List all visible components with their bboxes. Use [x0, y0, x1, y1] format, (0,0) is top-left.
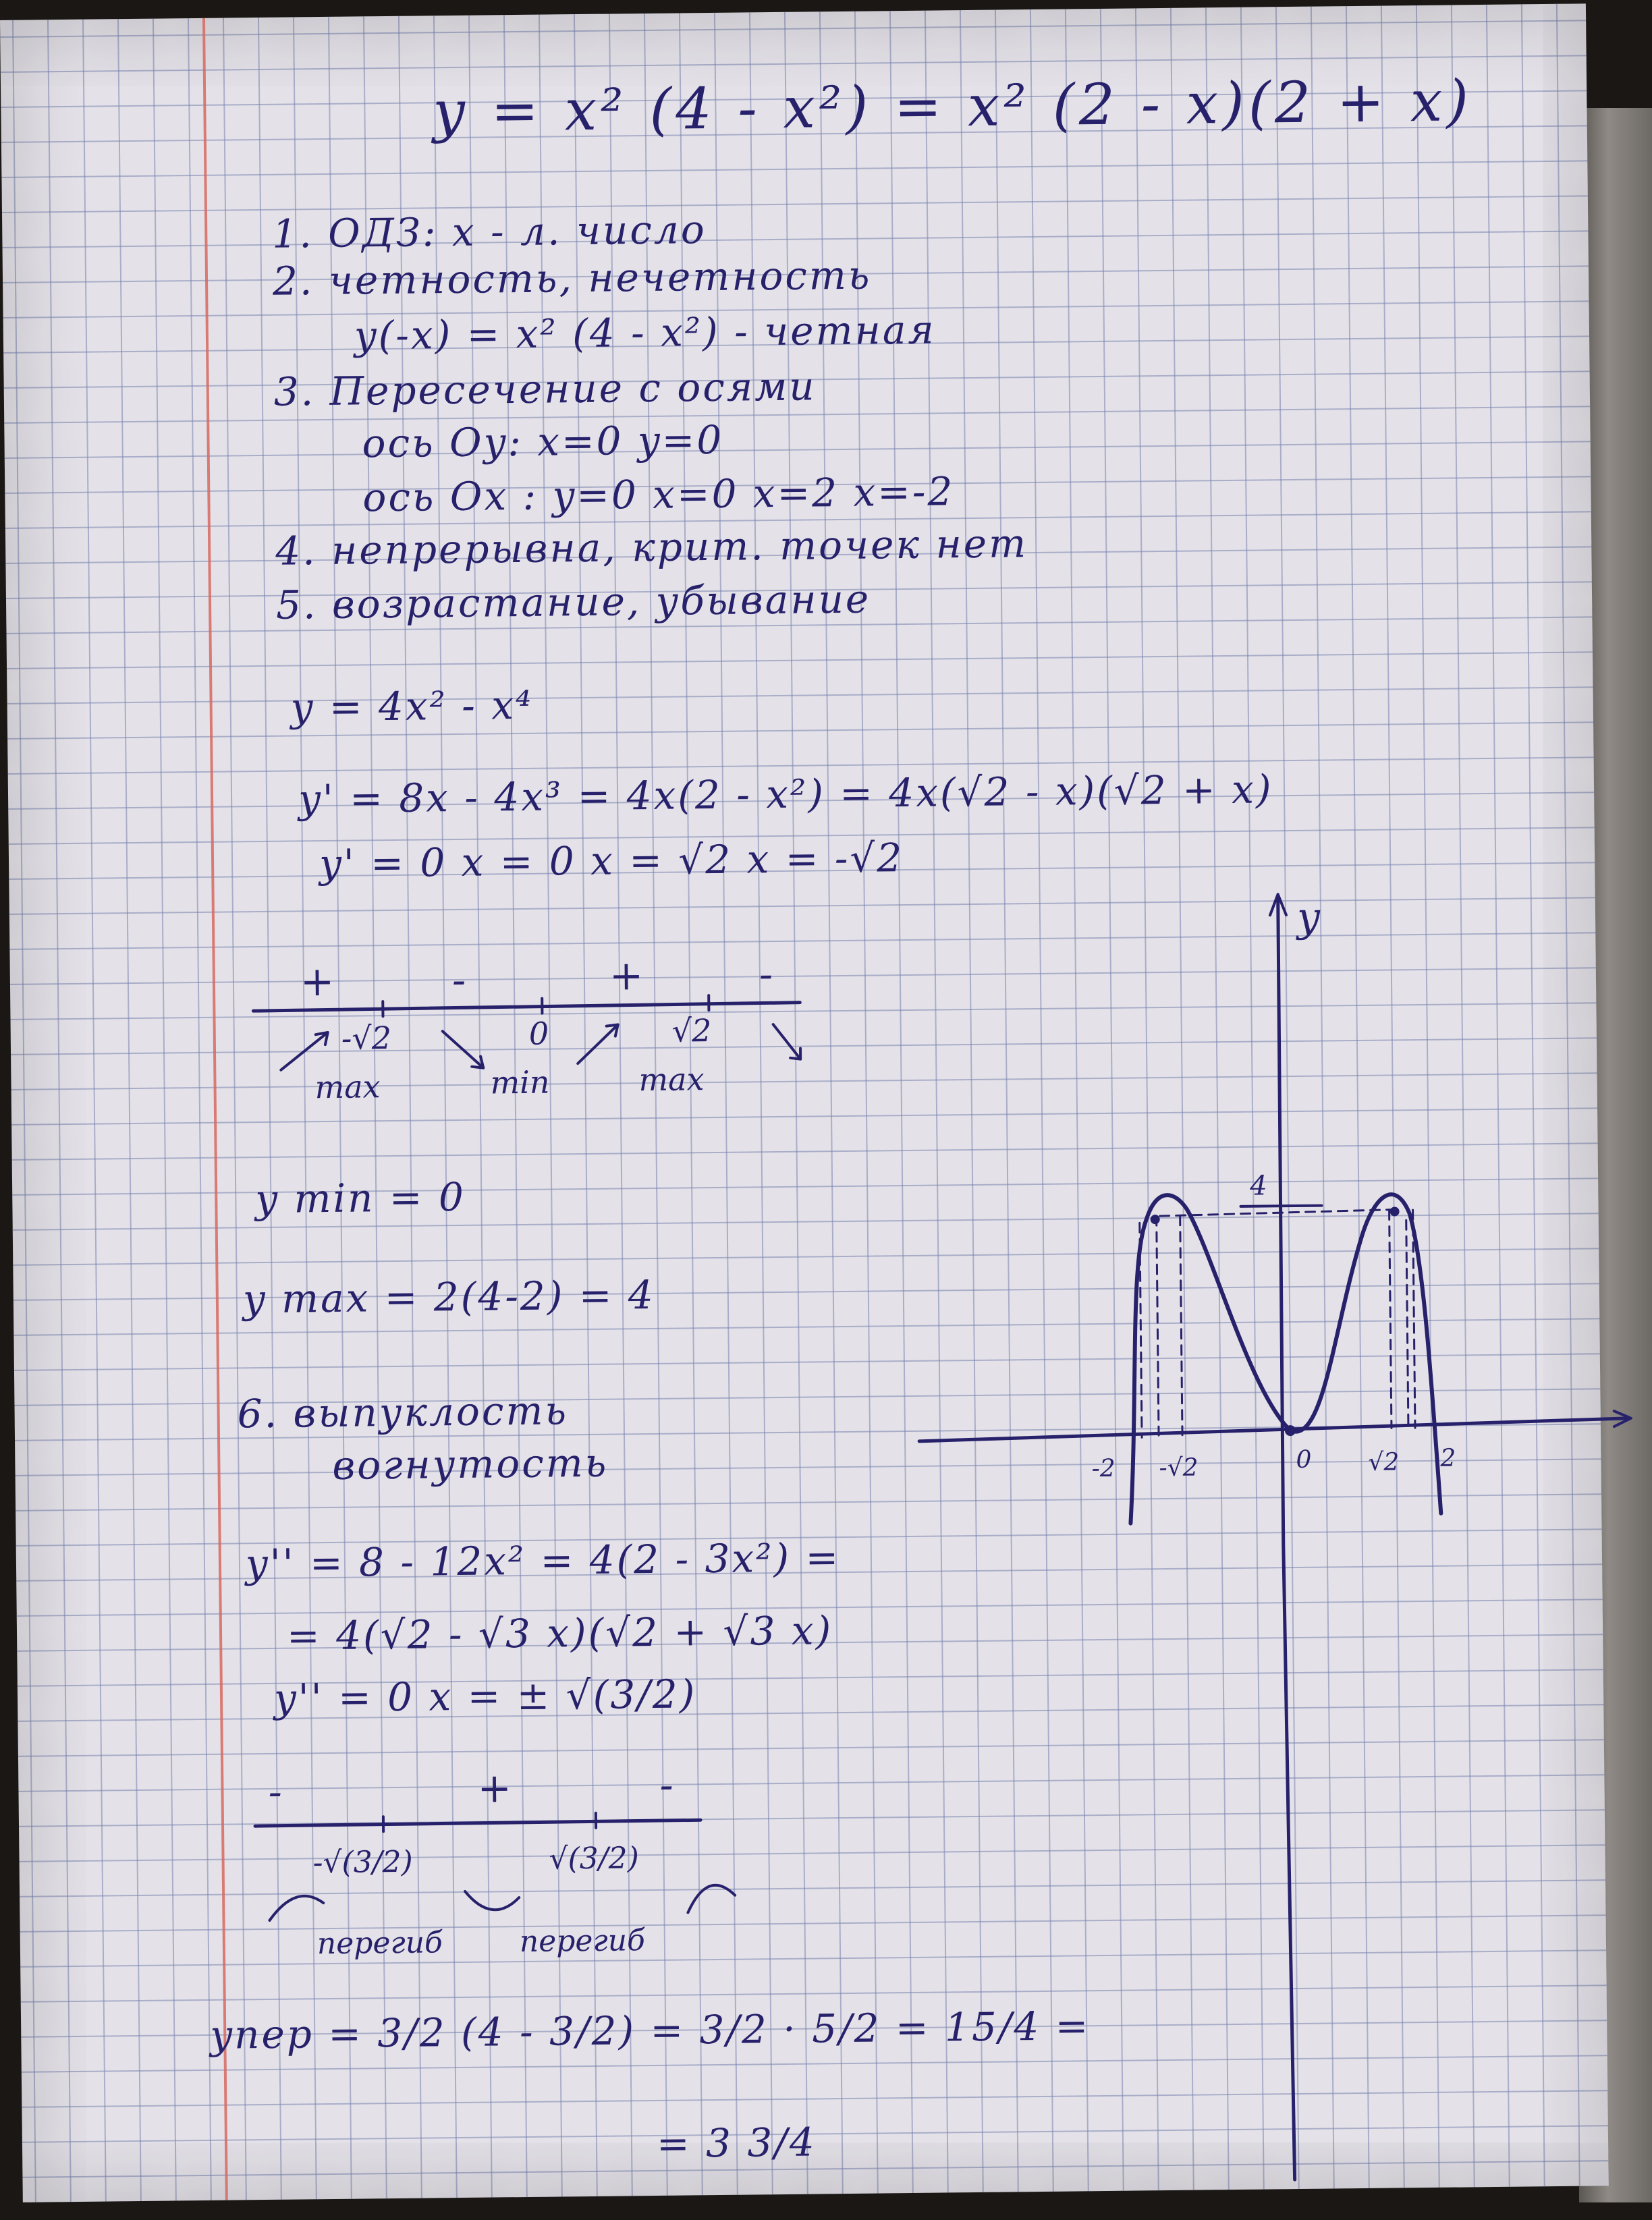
y-axis-label: y	[1295, 894, 1321, 941]
concavity-sign-3: -	[659, 1762, 673, 1809]
y-min-value: y min = 0	[255, 1177, 466, 1219]
max-level-guide	[1160, 1209, 1396, 1216]
x-tick-0: 0	[1296, 1446, 1311, 1474]
inflection-label-right: перегиб	[520, 1923, 646, 1959]
sign-interval-1: +	[300, 958, 335, 1006]
second-derivative-factored: = 4(√2 - √3 x)(√2 + √3 x)	[287, 1611, 833, 1655]
sign-interval-4: -	[759, 951, 773, 998]
x-tick-neg-sqrt2: -√2	[1159, 1454, 1198, 1482]
decreasing-arrow	[443, 1031, 484, 1069]
x-tick-2: 2	[1439, 1445, 1456, 1472]
step-2-parity: 2. четность, нечетность	[273, 255, 872, 300]
intersection-oy: ось Oy: x=0 y=0	[362, 420, 723, 464]
concavity-sign-1: -	[268, 1769, 282, 1816]
convex-arc	[688, 1885, 735, 1913]
step-3-intersections: 3. Пересечение с осями	[273, 366, 816, 411]
extremum-max-right: max	[638, 1061, 705, 1098]
sign-chart-first-derivative	[240, 949, 848, 1117]
notebook-page	[0, 3, 1609, 2202]
y-tick-label-4: 4	[1249, 1170, 1267, 1201]
critical-point-zero: 0	[528, 1016, 549, 1052]
x-tick-neg-2: -2	[1091, 1455, 1116, 1482]
critical-point-sqrt2: √2	[671, 1012, 711, 1049]
inflection-y-value: yпер = 3/2 (4 - 3/2) = 3/2 · 5/2 = 15/4 =	[210, 2006, 1091, 2055]
increasing-arrow	[281, 1032, 329, 1070]
x-tick-sqrt2: √2	[1368, 1448, 1399, 1476]
function-formula: y = x² (4 - x²) = x² (2 - x)(2 + x)	[433, 72, 1472, 140]
max-point-left	[1151, 1215, 1160, 1224]
increasing-arrow	[578, 1024, 619, 1063]
concavity-sign-2: +	[477, 1765, 512, 1812]
inflection-x-negative: -√(3/2)	[312, 1845, 413, 1881]
function-expanded: y = 4x² - x⁴	[290, 686, 533, 727]
first-derivative-zeros: y' = 0 x = 0 x = √2 x = -√2	[319, 838, 904, 883]
second-derivative-zeros: y'' = 0 x = ± √(3/2)	[274, 1674, 697, 1718]
convex-arc	[269, 1896, 323, 1920]
sign-interval-2: -	[452, 957, 466, 1004]
concave-arc	[465, 1891, 519, 1910]
extremum-max-left: max	[314, 1068, 381, 1105]
y-max-value: y max = 2(4-2) = 4	[243, 1275, 655, 1319]
step-4-continuity: 4. непрерывна, крит. точек нет	[275, 524, 1028, 571]
parity-result: y(-x) = x² (4 - x²) - четная	[354, 310, 936, 356]
margin-line	[202, 18, 228, 2200]
inflection-x-positive: √(3/2)	[549, 1841, 639, 1876]
intersection-ox: ось Ox : y=0 x=0 x=2 x=-2	[362, 472, 954, 517]
sign-chart-second-derivative	[241, 1760, 756, 1961]
critical-point-neg-sqrt2: -√2	[341, 1020, 392, 1057]
second-derivative: y'' = 8 - 12x² = 4(2 - 3x²) =	[246, 1538, 841, 1583]
function-graph	[886, 854, 1643, 2211]
x-axis	[919, 1418, 1628, 1441]
sign-interval-3: +	[609, 952, 644, 1000]
step-5-monotonic: 5. возрастание, убывание	[276, 580, 871, 625]
step-6-concavity: вогнутость	[332, 1443, 608, 1485]
max-point-right	[1390, 1206, 1400, 1216]
decreasing-arrow	[773, 1024, 801, 1059]
first-derivative: y' = 8x - 4x³ = 4x(2 - x²) = 4x(√2 - x)(√2 + x)	[298, 769, 1273, 818]
y-axis	[1277, 897, 1295, 2180]
extremum-min: min	[490, 1064, 550, 1101]
step-6-convexity: 6. выпуклость	[237, 1391, 568, 1433]
sign-line	[255, 1820, 700, 1826]
projection-lines	[1140, 1210, 1415, 1437]
step-1-domain: 1. ОДЗ: x - л. число	[272, 210, 707, 254]
sign-line	[253, 1003, 800, 1011]
inflection-y-mixed: = 3 3/4	[657, 2123, 817, 2163]
inflection-label-left: перегиб	[317, 1925, 443, 1961]
